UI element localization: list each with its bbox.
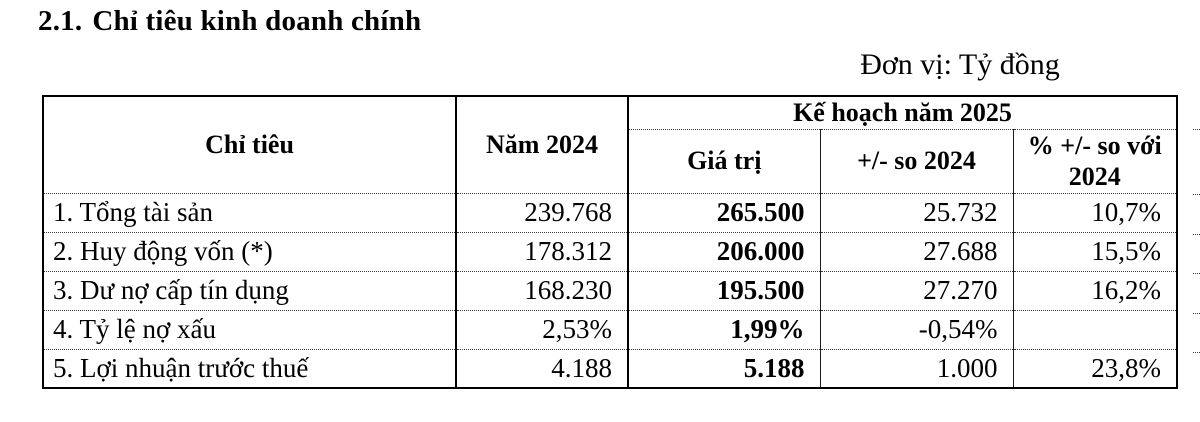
- year-2024-cell: 4.188: [456, 349, 628, 388]
- edge-dotted-fragment: [1193, 234, 1200, 235]
- year-2024-cell: 168.230: [456, 271, 628, 310]
- plan-value-cell: 195.500: [628, 271, 820, 310]
- table-row: [43, 232, 1177, 271]
- plan-value-cell: 1,99%: [628, 310, 820, 349]
- indicator-cell: 3. Dư nợ cấp tín dụng: [43, 271, 456, 310]
- plan-value-cell: 5.188: [628, 349, 820, 388]
- edge-dotted-fragment: [1193, 194, 1200, 195]
- indicator-cell: 1. Tổng tài sản: [43, 193, 456, 232]
- edge-dotted-fragment: [1193, 129, 1200, 130]
- table-header-row-group: [43, 96, 1177, 129]
- plan-value-cell: 206.000: [628, 232, 820, 271]
- header-pct-delta-vs-2024: % +/- so với 2024: [1013, 129, 1177, 193]
- indicator-cell: 4. Tỷ lệ nợ xấu: [43, 310, 456, 349]
- delta-cell: 27.688: [820, 232, 1013, 271]
- edge-dotted-fragment: [1193, 273, 1200, 274]
- section-number: 2.1.: [38, 5, 83, 37]
- header-plan-value: Giá trị: [628, 129, 820, 193]
- header-delta-vs-2024: +/- so 2024: [820, 129, 1013, 193]
- edge-dotted-fragment: [1193, 352, 1200, 353]
- table-row: [43, 310, 1177, 349]
- year-2024-cell: 178.312: [456, 232, 628, 271]
- edge-dotted-fragment: [1193, 313, 1200, 314]
- table-row: [43, 349, 1177, 388]
- header-indicator: Chỉ tiêu: [43, 96, 456, 193]
- section-title: [38, 5, 421, 38]
- pct-cell: 23,8%: [1013, 349, 1177, 388]
- pct-cell: 10,7%: [1013, 193, 1177, 232]
- table-row: [43, 271, 1177, 310]
- delta-cell: 27.270: [820, 271, 1013, 310]
- year-2024-cell: 239.768: [456, 193, 628, 232]
- indicator-cell: 5. Lợi nhuận trước thuế: [43, 349, 456, 388]
- section-title-text: Chỉ tiêu kinh doanh chính: [92, 5, 422, 37]
- year-2024-cell: 2,53%: [456, 310, 628, 349]
- delta-cell: -0,54%: [820, 310, 1013, 349]
- kpi-table: [42, 95, 1178, 389]
- indicator-cell: 2. Huy động vốn (*): [43, 232, 456, 271]
- plan-value-cell: 265.500: [628, 193, 820, 232]
- pct-cell: 16,2%: [1013, 271, 1177, 310]
- unit-label: Đơn vị: Tỷ đồng: [860, 48, 1060, 81]
- pct-cell: [1013, 310, 1177, 349]
- header-year-2024: Năm 2024: [456, 96, 628, 193]
- pct-cell: 15,5%: [1013, 232, 1177, 271]
- delta-cell: 25.732: [820, 193, 1013, 232]
- header-plan-2025-group: Kế hoạch năm 2025: [628, 96, 1177, 129]
- delta-cell: 1.000: [820, 349, 1013, 388]
- table-row: [43, 193, 1177, 232]
